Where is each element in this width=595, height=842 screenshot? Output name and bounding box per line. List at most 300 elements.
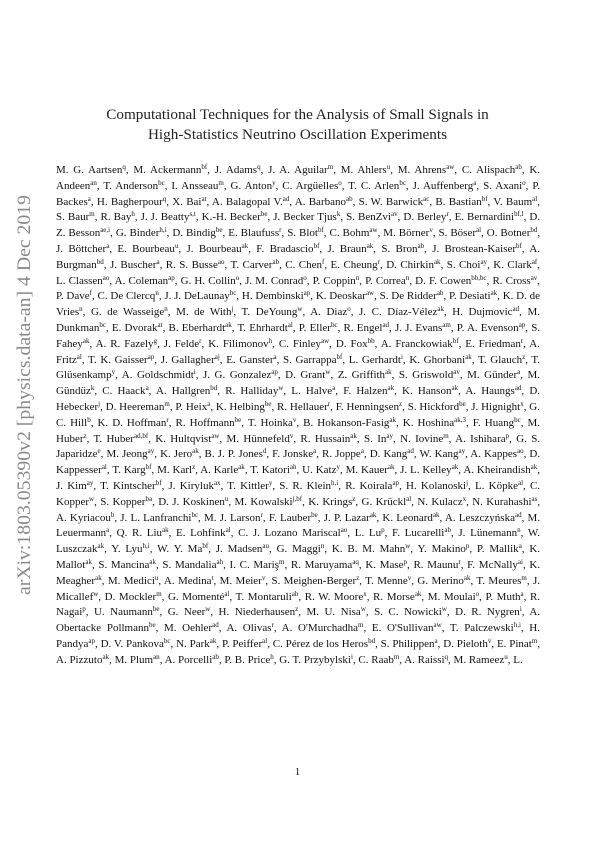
author-affiliation: z [295,605,299,614]
author-affiliation: an [90,178,97,187]
author-name: G. Merino [417,574,464,587]
author-entry [467,369,520,381]
author-name: L. Classen [56,274,103,287]
author-entry [168,606,211,618]
author-name: D. Z. Besson [56,211,541,240]
author-entry [295,196,353,208]
author-name: M. Dunkman [56,306,540,334]
author-name: R. Engel [343,321,383,334]
author-affiliation: n [355,273,360,282]
author-name: E. Cheung [330,258,378,271]
author-name: Q. R. Liu [116,527,163,540]
author-name: K.-H. Becker [201,211,261,224]
author-entry [169,480,221,492]
author-entry [332,543,410,555]
author-name: T. Huber [93,432,134,445]
author-entry [202,211,268,223]
author-entry [108,575,159,587]
author-affiliation: bc [399,178,406,187]
author-entry [300,433,356,445]
author-name: J. J. Evans [394,321,443,334]
author-affiliation: r [520,336,524,345]
author-entry [381,638,438,650]
author-entry [417,575,470,587]
author-affiliation: ah [289,463,297,472]
author-entry [101,211,135,223]
author-entry [341,164,391,176]
author-name: M. Ahlers [340,164,387,176]
author-name: C. Kopper [56,479,541,508]
author-name: J. C. Díaz-Vélez [359,306,438,319]
author-affiliation: bf [336,352,343,361]
author-name: K. Hultqvist [155,432,212,445]
author-name: D. Kappesser [56,448,541,477]
author-affiliation: x [520,399,524,408]
author-affiliation: n [79,305,83,314]
author-affiliation: al [76,352,82,361]
author-entry [165,654,219,666]
author-affiliation: ak [414,589,422,598]
author-name: P. Peiffer [221,637,263,650]
author-entry [226,622,273,634]
author-entry [302,464,340,476]
author-affiliation: k [336,210,341,219]
author-name: A. Goldschmidt [121,369,194,382]
author-affiliation: ay [480,257,488,266]
author-entry [242,290,310,302]
author-entry [279,338,329,350]
author-affiliation: o [475,589,480,598]
author-entry [324,512,377,524]
author-name: D. R. Nygren [455,606,520,619]
author-entry [227,480,272,492]
author-affiliation: ak [149,557,156,566]
author-affiliation: ad [512,305,520,314]
author-affiliation: am [442,320,451,329]
author-entry [462,164,522,176]
author-name: T. Glüsenkamp [56,353,541,382]
author-name: K. Mase [365,558,404,571]
author-affiliation: a [517,368,521,377]
author-affiliation: u [504,652,508,661]
author-entry [327,243,373,255]
author-affiliation: bf [313,241,320,250]
author-affiliation: h,i [159,226,167,235]
author-name: G. Neer [167,606,206,619]
author-entry [181,275,240,287]
author-name: K. Krings [308,495,353,508]
author-entry [428,591,479,603]
author-affiliation: s,t [189,210,196,219]
author-entry [282,180,341,192]
author-name: J. Braun [327,242,367,255]
author-entry [365,275,409,287]
author-entry [168,591,229,603]
author-name: G. de Wasseige [90,306,165,319]
author-name: J. Gallagher [160,353,215,366]
author-name: P. Mallik [476,543,519,556]
author-name: C. J. Lozano Mariscal [238,527,341,540]
author-name: S. Axani [483,179,523,192]
author-entry [449,290,497,302]
author-entry [250,464,296,476]
author-entry [94,433,149,445]
author-affiliation: at [201,194,207,203]
title-line-2: High-Statistics Neutrino Oscillation Experiments [147,126,448,143]
author-entry [287,227,324,239]
author-name: J. Kiryluk [168,479,214,492]
author-entry [220,575,266,587]
author-affiliation: q [257,163,261,171]
author-entry [336,338,375,350]
author-entry [386,259,440,271]
author-name: R. Maunu [413,558,459,571]
author-entry [203,369,278,381]
author-affiliation: j [98,399,101,408]
author-name: J. L. Lanfranchi [120,511,192,524]
author-affiliation: al [406,494,412,503]
paper-title [60,105,535,145]
author-name: G. Krückl [361,495,407,508]
author-affiliation: ap [168,273,175,282]
author-affiliation: bb [367,336,375,345]
author-name: B. Bastian [435,195,482,208]
author-affiliation: bd [210,384,218,393]
author-name: M. G. Aartsen [56,164,123,176]
author-affiliation: x [462,494,467,503]
author-affiliation: p [381,526,385,535]
author-affiliation: bd [96,257,104,266]
author-name: K. B. M. Mahn [331,543,406,556]
author-affiliation: ak [225,320,232,329]
author-affiliation: m [358,621,364,630]
author-affiliation: j,bf [292,494,303,503]
author-entry [285,259,324,271]
author-name: R. Halliday [225,385,279,398]
author-entry [364,433,393,445]
author-affiliation: h,i [513,621,521,630]
author-affiliation: aw [433,621,442,630]
author-entry [176,306,233,318]
author-entry [117,243,178,255]
author-affiliation: bc [514,415,521,424]
author-affiliation: r [166,415,169,424]
author-name: T. Ehrhardt [237,321,288,334]
author-affiliation: bb,bc [471,273,487,282]
author-entry [256,243,319,255]
author-entry [455,606,522,618]
author-affiliation: ak [437,305,444,314]
author-affiliation: ao [517,447,524,456]
author-name: L. Halve [291,385,333,398]
author-name: K. Andeen [56,164,541,192]
author-name: G. Maggi [276,543,321,556]
author-entry [487,227,538,239]
author-affiliation: bc [191,510,199,519]
author-entry [513,654,522,666]
author-name: J. A. Aguilar [268,164,328,176]
author-name: P. Dave [56,290,90,303]
author-name: T. C. Arlen [348,179,400,192]
author-name: R. Hoffmann [175,416,235,429]
author-entry [56,480,93,492]
author-entry [282,622,364,634]
author-name: K. D. Hoffman [97,416,167,429]
author-affiliation: ak [433,257,441,266]
author-affiliation: r [446,210,449,219]
author-entry [417,496,466,508]
author-entry [175,401,210,413]
author-name: C. Chen [285,258,323,271]
author-affiliation: n [155,289,159,298]
author-affiliation: y [111,368,116,377]
author-entry [212,196,289,208]
author-name: D. Kang [369,448,408,461]
author-affiliation: bc [158,178,165,187]
author-name: J. Lünemann [458,527,518,540]
author-name: T. Karg [112,464,146,477]
author-entry [485,591,523,603]
author-name: J. J. Beatty [140,211,190,224]
author-entry [271,575,359,587]
author-affiliation: f [89,289,92,298]
author-entry [96,338,157,350]
author-name: A. Leszczyńska [444,511,515,524]
author-name: R. Maruyama [290,558,353,571]
author-affiliation: ak [387,463,395,472]
author-name: W. Luszczak [56,527,540,556]
author-name: R. Hellauer [277,400,328,413]
author-name: T. Meures [476,574,522,587]
author-affiliation: al [517,478,524,487]
author-affiliation: bc [99,320,106,329]
author-affiliation: w [405,542,411,551]
author-name: A. Olivas [226,622,272,635]
author-affiliation: r [260,510,263,519]
author-entry [162,559,223,571]
author-name: D. Hebecker [56,385,541,413]
author-name: S. Hickford [407,400,460,413]
author-entry [248,417,297,429]
author-name: K. Hoshina [402,416,455,429]
author-affiliation: ak [192,447,199,456]
author-entry [399,369,460,381]
author-name: K. D. de Vries [56,290,541,319]
author-affiliation: u [386,163,391,171]
author-affiliation: aw [211,431,220,440]
arxiv-stamp-svg [8,195,38,595]
author-name: D. Berley [403,211,447,224]
author-entry [208,338,272,350]
author-name: E. Lohfink [176,527,226,540]
author-entry [187,243,249,255]
author-entry [372,622,442,634]
author-entry [200,464,245,476]
author-name: G. C. Hill [56,400,540,429]
author-name: A. Obertacke Pollmann [56,606,541,635]
author-name: A. Kyriacou [56,511,111,524]
author-affiliation: a [207,399,211,408]
author-entry [116,227,167,239]
author-entry [467,559,523,571]
author-name: S. Griswold [398,369,454,382]
author-name: F. Huang [472,416,515,429]
author-entry [111,543,149,555]
author-name: H. Bagherpour [96,195,163,208]
author-affiliation: v [261,573,266,582]
author-name: H. Dembinski [241,290,304,303]
author-affiliation: ad [282,194,290,203]
author-affiliation: j [466,478,469,487]
author-name: J. Brostean-Kaiser [432,242,517,255]
author-entry [56,512,114,524]
author-entry [98,290,159,302]
author-affiliation: b [87,415,91,424]
author-affiliation: bf [516,241,522,250]
author-affiliation: m [89,210,95,219]
author-name: S. Blot [287,227,318,240]
author-entry [272,448,316,460]
author-entry [439,227,482,239]
author-entry [382,512,439,524]
author-affiliation: m [393,652,400,661]
author-affiliation: y [272,178,276,187]
author-entry [279,480,338,492]
author-entry [216,401,272,413]
author-affiliation: v [487,636,492,645]
author-name: E. Pinat [496,637,532,650]
author-affiliation: v [289,431,294,440]
author-name: N. Kurahashi [472,495,532,508]
author-affiliation: ak [162,526,169,535]
author-affiliation: ak [490,289,498,298]
author-name: H. Kolanoski [406,479,467,492]
author-entry [102,385,148,397]
author-name: D. Fox [335,337,368,350]
author-affiliation: e [97,447,101,456]
author-entry [370,448,414,460]
author-name: K. Mallot [56,543,541,571]
author-entry [224,654,273,666]
author-affiliation: bc [330,320,338,329]
author-entry [110,259,160,271]
author-name: J. Böttcher [56,242,107,255]
author-entry [164,290,236,302]
author-entry [365,559,407,571]
author-entry [228,227,281,239]
author-name: M. Börner [383,227,430,240]
author-name: C. Pérez de los Heros [272,637,369,650]
author-affiliation: i [400,352,403,361]
author-affiliation: aw [321,336,330,345]
author-name: T. DeYoung [241,306,298,319]
author-name: F. Henningsen [335,400,400,413]
author-affiliation: ab [515,163,522,171]
author-name: O. Botner [486,227,531,240]
author-affiliation: ak [102,652,110,661]
author-affiliation: w [297,305,303,314]
author-name: A. Medina [163,574,212,587]
author-entry [338,369,392,381]
author-entry [359,306,444,318]
author-affiliation: bd [530,226,538,235]
author-affiliation: a [520,589,524,598]
author-affiliation: o [347,305,351,314]
author-name: S. Baur [56,211,90,224]
author-entry [230,559,285,571]
author-affiliation: ao [340,526,348,535]
author-affiliation: x [363,589,367,598]
author-name: N. Iovine [400,432,444,445]
author-entry [497,638,537,650]
author-name: P. Heix [175,400,208,413]
author-entry [164,338,202,350]
author-affiliation: be [260,210,268,219]
author-affiliation: ay [386,431,393,440]
author-name: T. Carver [230,258,273,271]
author-name: A. Burgman [56,242,541,271]
author-name: X. Bai [172,195,202,208]
author-affiliation: ba [145,494,153,503]
author-name: J. Auffenberg [412,179,474,192]
author-name: M. Meier [219,574,262,587]
author-affiliation: be [215,226,223,235]
author-entry [472,496,537,508]
author-entry [112,464,151,476]
author-affiliation: av [530,273,538,282]
author-affiliation: ac [423,194,430,203]
author-name: M. Rameez [453,653,505,666]
author-entry [435,196,487,208]
author-affiliation: r [271,621,274,630]
author-name: G. Binder [115,227,160,240]
author-name: S. Meighen-Berger [271,574,357,587]
author-name: M. Jeong [106,448,148,461]
author-entry [56,290,92,302]
author-affiliation: ak [85,557,92,566]
author-name: B. Eberhardt [168,321,226,334]
author-name: S. Choi [446,258,481,271]
author-affiliation: al [532,194,538,203]
author-entry [374,606,447,618]
author-affiliation: be [152,605,160,614]
author-affiliation: t [211,573,214,582]
author-affiliation: ap [303,289,311,298]
author-name: J. Madsen [215,543,263,556]
author-name: S. C. Nowicki [374,606,442,619]
author-name: C. Raab [358,653,394,666]
author-affiliation: an [153,652,160,661]
author-name: K. Leonard [382,511,433,524]
author-name: D. F. Cowen [415,274,472,287]
author-entry [358,654,399,666]
author-name: A. O'Murchadha [281,622,358,635]
author-entry [483,180,526,192]
author-affiliation: ad [514,384,522,393]
author-affiliation: a [145,384,149,393]
author-name: K. Deoskar [315,290,366,303]
author-name: J. L. Kelley [400,464,452,477]
author-affiliation: q [122,163,126,171]
author-affiliation: ab [212,652,219,661]
author-affiliation: be [459,399,466,408]
author-affiliation: ay [458,447,466,456]
author-affiliation: k [90,384,95,393]
author-entry [227,433,294,445]
author-affiliation: a [87,194,91,203]
author-affiliation: ak [97,542,105,551]
author-entry [237,322,292,334]
